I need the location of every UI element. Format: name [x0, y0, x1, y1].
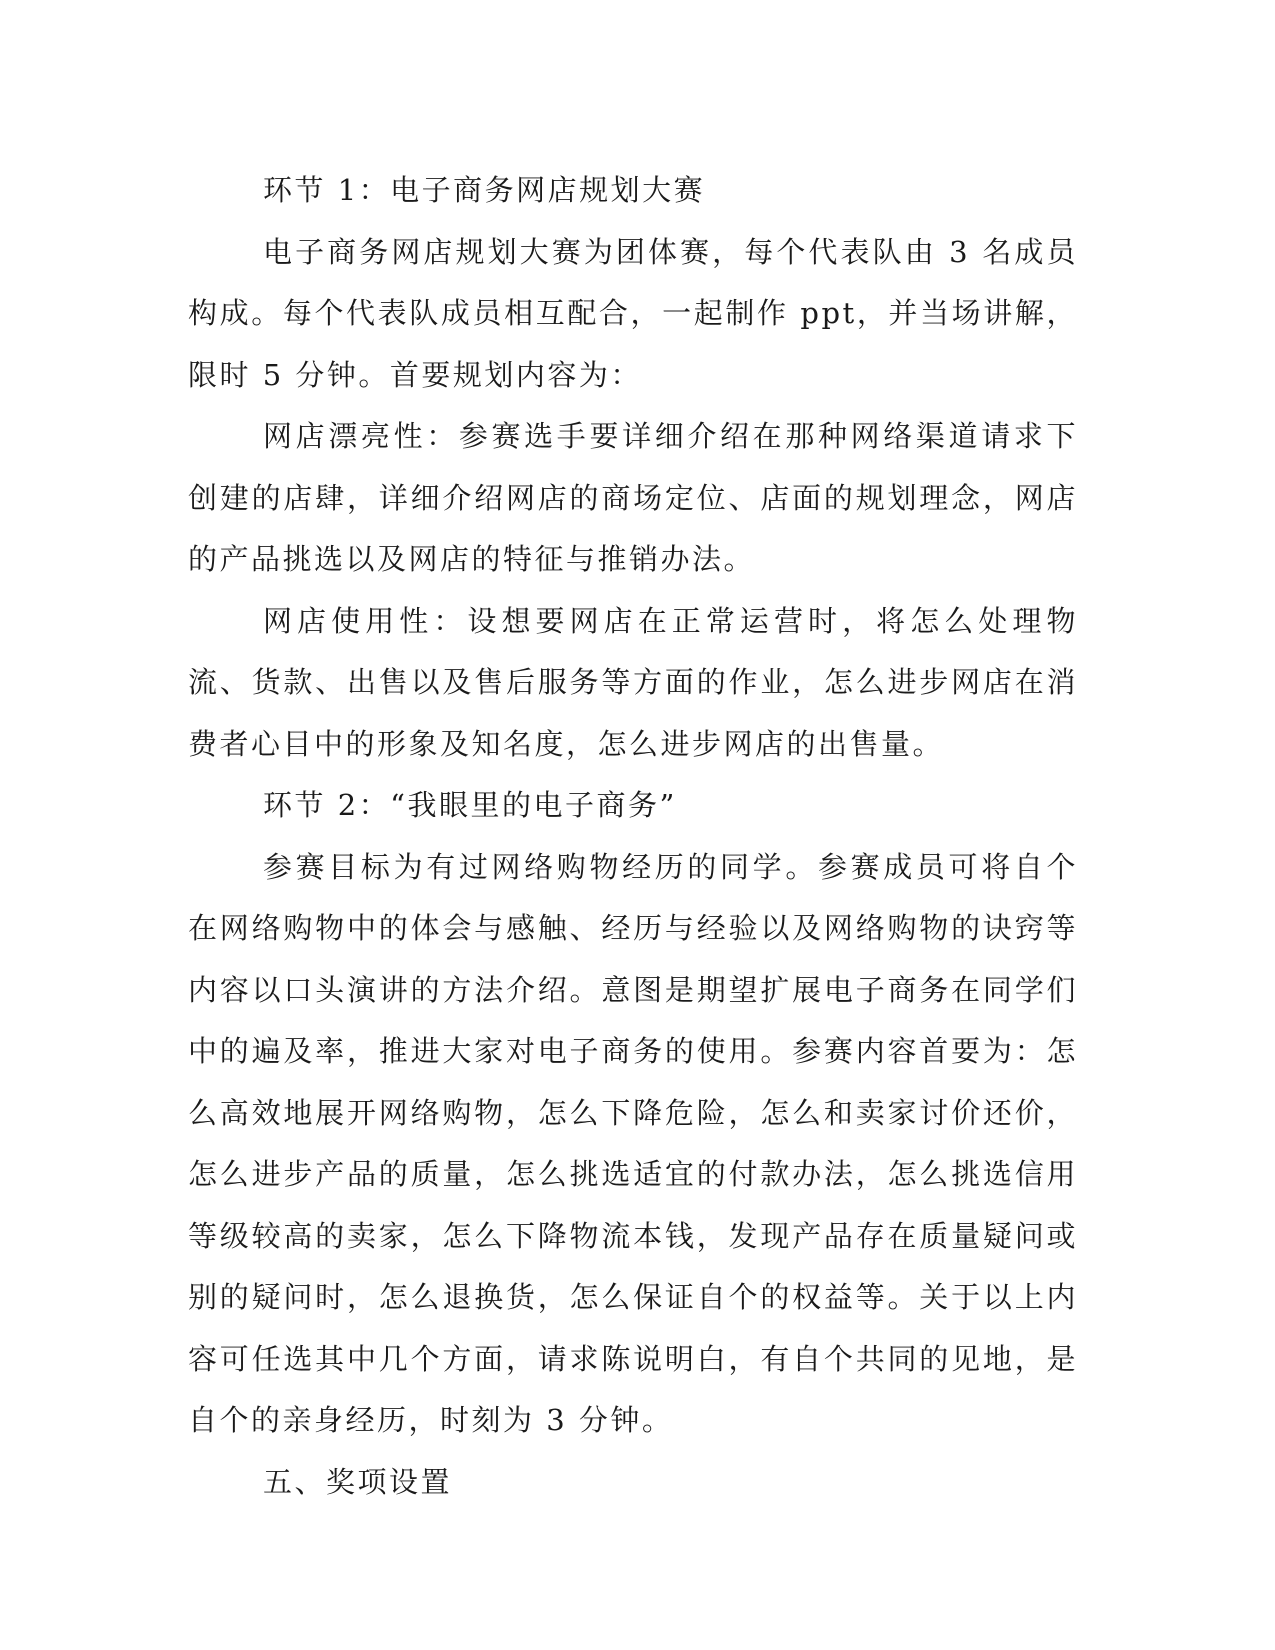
paragraph-store-appearance: 网店漂亮性：参赛选手要详细介绍在那种网络渠道请求下创建的店肆，详细介绍网店的商场定位、店面的规划理念，网店的产品挑选以及网店的特征与推销办法。 — [188, 419, 1078, 576]
paragraph-store-usability: 网店使用性：设想要网店在正常运营时，将怎么处理物流、货款、出售以及售后服务等方面的作业，怎么进步网店在消费者心目中的形象及知名度，怎么进步网店的出售量。 — [188, 603, 1078, 761]
section-heading-step-1: 环节 1：电子商务网店规划大赛 — [263, 173, 706, 207]
paragraph-contest-intro: 电子商务网店规划大赛为团体赛，每个代表队由 3 名成员构成。每个代表队成员相互配合，一起制作 ppt，并当场讲解，限时 5 分钟。首要规划内容为： — [188, 234, 1078, 392]
section-heading-step-2: 环节 2：“我眼里的电子商务” — [263, 788, 677, 822]
section-heading-awards: 五、奖项设置 — [263, 1464, 453, 1499]
paragraph-my-ecommerce: 参赛目标为有过网络购物经历的同学。参赛成员可将自个在网络购物中的体会与感触、经历与经验以及网络购物的诀窍等内容以口头演讲的方法介绍。意图是期望扩展电子商务在同学们中的遍及率，推进大家对电子商务的使用。参赛内容首要为：怎么高效地展开网络购物，怎么下降危险，怎么和卖家讨价还价，怎么进步产品的质量，怎么挑选适宜的付款办法，怎么挑选信用等级较高的卖家，怎么下降物流本钱，发现产品存在质量疑问或别的疑问时，怎么退换货，怎么保证自个的权益等。关于以上内容可任选其中几个方面，请求陈说明白，有自个共同的见地，是自个的亲身经历，时刻为 3 分钟。 — [188, 849, 1078, 1437]
document-body — [188, 160, 1078, 1513]
